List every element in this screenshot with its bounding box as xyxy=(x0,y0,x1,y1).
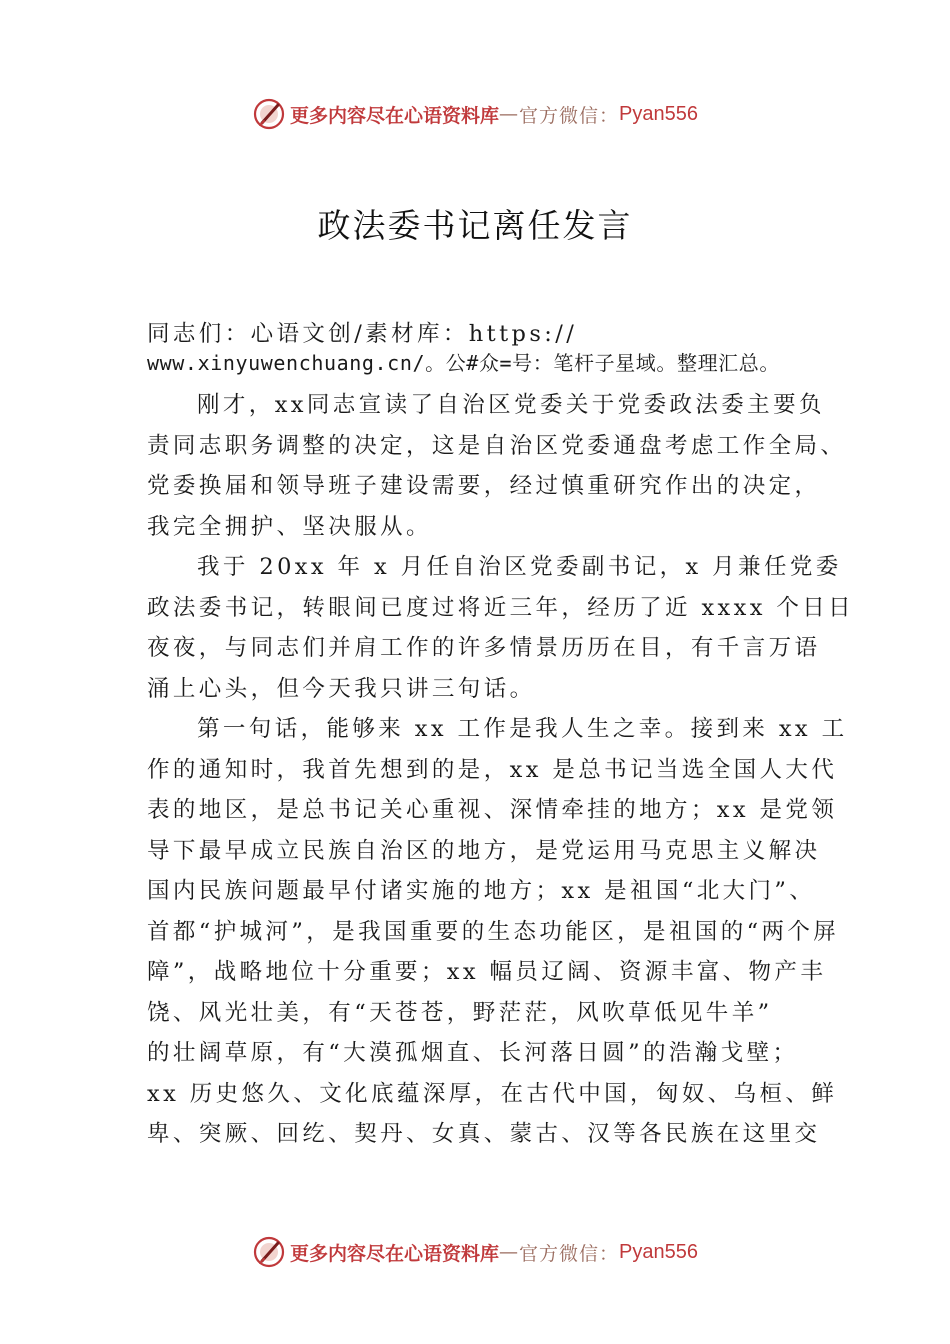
body-line: 作的通知时，我首先想到的是，xx 是总书记当选全国人大代 xyxy=(147,757,838,783)
banner-dash: — xyxy=(499,103,520,125)
banner-brand-text: 更多内容尽在心语资料库 xyxy=(290,104,500,127)
body-line: 刚才，xx同志宣读了自治区党委关于党委政法委主要负 xyxy=(197,392,825,418)
banner-wechat-id: Pyan556 xyxy=(619,102,698,125)
body-line: 导下最早成立民族自治区的地方，是党运用马克思主义解决 xyxy=(147,838,821,864)
banner-wechat-id: Pyan556 xyxy=(619,1240,698,1263)
body-line: 政法委书记，转眼间已度过将近三年，经历了近 xxxx 个日日 xyxy=(147,595,855,621)
body-line: 第一句话，能够来 xx 工作是我人生之幸。接到来 xx 工 xyxy=(197,716,848,742)
body-line: 党委换届和领导班子建设需要，经过慎重研究作出的决定， xyxy=(147,473,821,499)
body-line: 表的地区，是总书记关心重视、深情牵挂的地方；xx 是党领 xyxy=(147,797,838,823)
document-title: 政法委书记离任发言 xyxy=(317,206,633,245)
banner-label: 官方微信： xyxy=(519,104,620,127)
brand-logo-icon xyxy=(252,1235,286,1269)
body-line: 夜夜，与同志们并肩工作的许多情景历历在目，有千言万语 xyxy=(147,635,821,661)
body-line: 卑、突厥、回纥、契丹、女真、蒙古、汉等各民族在这里交 xyxy=(147,1121,821,1147)
body-line: 我于 20xx 年 x 月任自治区党委副书记，x 月兼任党委 xyxy=(197,554,842,580)
body-line: 饶、风光壮美，有“天苍苍，野茫茫，风吹草低见牛羊” xyxy=(147,1000,773,1026)
brand-logo-icon xyxy=(252,97,286,131)
body-line: 我完全拥护、坚决服从。 xyxy=(147,514,432,540)
body-line: 国内民族问题最早付诸实施的地方；xx 是祖国“北大门”、 xyxy=(147,878,816,904)
banner-dash: — xyxy=(499,1241,520,1263)
body-line: 同志们：心语文创/素材库：https:// xyxy=(147,321,578,347)
body-line: 首都“护城河”，是我国重要的生态功能区，是祖国的“两个屏 xyxy=(147,919,840,945)
body-line: 障”，战略地位十分重要；xx 幅员辽阔、资源丰富、物产丰 xyxy=(147,959,827,985)
body-line: 涌上心头，但今天我只讲三句话。 xyxy=(147,676,536,702)
body-line: www.xinyuwenchuang.cn/。公#众=号：笔杆子星域。整理汇总。 xyxy=(147,351,780,375)
footer-banner xyxy=(0,1232,950,1272)
body-line: 的壮阔草原，有“大漠孤烟直、长河落日圆”的浩瀚戈壁； xyxy=(147,1040,799,1066)
banner-label: 官方微信： xyxy=(519,1242,620,1265)
body-line: 责同志职务调整的决定，这是自治区党委通盘考虑工作全局、 xyxy=(147,433,847,459)
header-banner xyxy=(0,94,950,134)
banner-brand-text: 更多内容尽在心语资料库 xyxy=(290,1242,500,1265)
body-line: xx 历史悠久、文化底蕴深厚，在古代中国，匈奴、乌桓、鲜 xyxy=(147,1081,838,1107)
